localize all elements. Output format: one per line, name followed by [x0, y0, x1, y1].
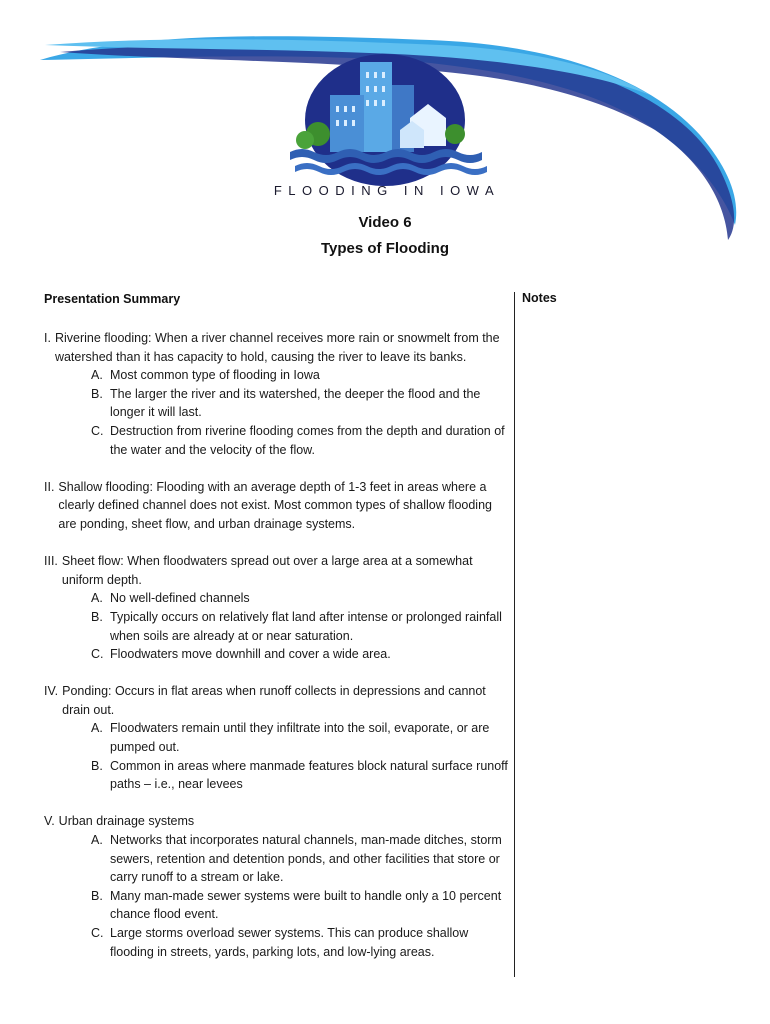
outline-section	[44, 478, 510, 534]
section-number: III.	[44, 554, 58, 569]
subitem-text: The larger the river and its watershed, the deeper the flood and the longer it will last.	[110, 386, 481, 420]
section-text: Urban drainage systems	[58, 814, 195, 829]
outline-subitem	[91, 719, 510, 756]
subitem-letter: B.	[91, 609, 103, 624]
outline-subitem	[91, 422, 510, 459]
subitem-text: Many man-made sewer systems were built to handle only a 10 percent chance flood event.	[110, 888, 502, 922]
outline-section	[44, 552, 510, 664]
subitem-letter: B.	[91, 386, 103, 401]
outline-subitem	[91, 608, 510, 645]
section-number: II.	[44, 479, 55, 494]
subitem-letter: C.	[91, 926, 104, 940]
subitem-text: Floodwaters remain until they infiltrate into the soil, evaporate, or are pumped out.	[110, 721, 490, 755]
subitem-text: Destruction from riverine flooding comes from the depth and duration of the water and the velocity of the flow.	[110, 423, 505, 457]
presentation-summary-heading: Presentation Summary	[44, 292, 181, 306]
outline-section-heading	[44, 329, 510, 366]
section-number: V.	[44, 814, 55, 829]
outline-subitem	[91, 831, 510, 887]
outline-subitem	[91, 757, 510, 794]
outline-section-heading	[44, 552, 510, 589]
subitem-letter: C.	[91, 423, 104, 438]
subitem-text: Large storms overload sewer systems. This can produce shallow flooding in streets, yards, parking lots, and low-lying areas.	[110, 926, 469, 959]
notes-heading: Notes	[522, 291, 557, 305]
subitem-letter: A.	[91, 721, 103, 736]
subitem-text: Networks that incorporates natural channels, man-made ditches, storm sewers, retention and detention ponds, and other facilities that store or carry runoff to a stream or lake.	[110, 833, 502, 885]
section-text: Ponding: Occurs in flat areas when runoff collects in depressions and cannot drain out.	[62, 684, 486, 717]
logo-tree	[296, 131, 314, 149]
subitem-letter: B.	[91, 758, 103, 773]
outline-section	[44, 329, 510, 459]
outline-subitem	[91, 589, 510, 608]
subitem-text: Floodwaters move downhill and cover a wide area.	[110, 647, 391, 662]
subitem-text: Common in areas where manmade features block natural surface runoff paths – i.e., near levees	[110, 758, 508, 792]
section-number: IV.	[44, 684, 59, 699]
logo-caption: FLOODING IN IOWA	[273, 183, 501, 198]
subitem-letter: A.	[91, 368, 103, 383]
flooding-in-iowa-logo	[0, 0, 770, 240]
subitem-letter: A.	[91, 591, 103, 606]
section-number: I.	[44, 331, 51, 345]
subitem-text: Most common type of flooding in Iowa	[110, 368, 320, 383]
outline-subitem	[91, 366, 510, 385]
column-divider	[514, 292, 515, 977]
outline-subitem	[91, 924, 510, 961]
subitem-text: Typically occurs on relatively flat land after intense or prolonged rainfall when soils are already at or near saturation.	[110, 609, 502, 643]
section-text: Shallow flooding: Flooding with an average depth of 1-3 feet in areas where a clearly defined channel does not exist. Most common types of shallow flooding are ponding, sheet flow, and urban drainage systems.	[58, 479, 492, 531]
subitem-text: No well-defined channels	[110, 591, 250, 606]
outline-section	[44, 682, 510, 794]
logo-tree	[445, 124, 465, 144]
outline-section-heading	[44, 478, 510, 534]
outline-section-heading	[44, 682, 510, 719]
outline-subitem	[91, 887, 510, 924]
subitem-letter: A.	[91, 833, 103, 848]
document-title: Video 6	[358, 214, 412, 231]
section-text: Riverine flooding: When a river channel receives more rain or snowmelt from the watershed than it has capacity to hold, causing the river to leave its banks.	[54, 331, 500, 364]
presentation-summary	[44, 329, 510, 980]
outline-subitem	[91, 645, 510, 664]
subitem-letter: B.	[91, 888, 103, 903]
outline-subitem	[91, 385, 510, 422]
document-subtitle: Types of Flooding	[320, 240, 450, 257]
section-text: Sheet flow: When floodwaters spread out over a large area at a somewhat uniform depth.	[61, 554, 473, 587]
outline-section	[44, 812, 510, 961]
subitem-letter: C.	[91, 647, 104, 662]
outline-section-heading	[44, 812, 510, 831]
